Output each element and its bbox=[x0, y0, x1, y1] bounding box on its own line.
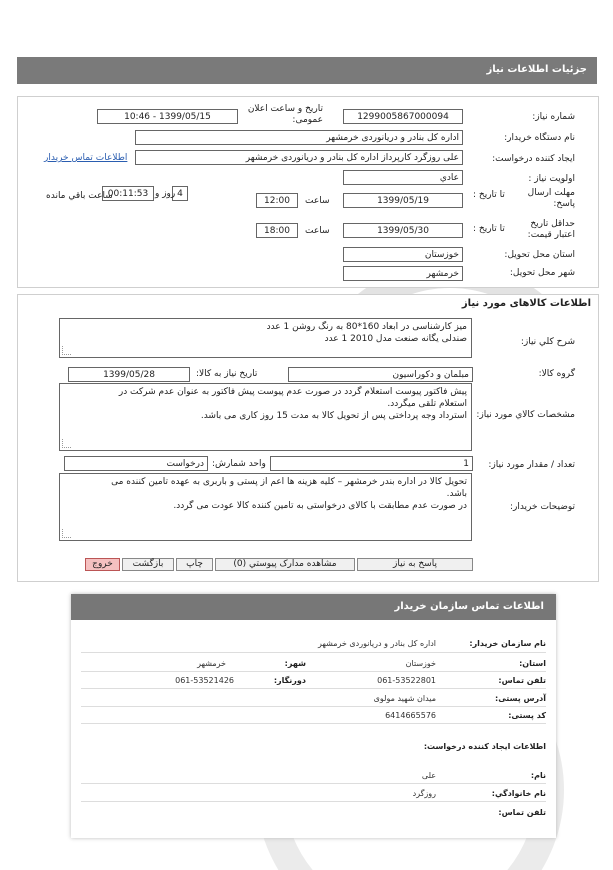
buyer-desc-line-3: در صورت عدم مطابقت با کالای درخواستی به تامین کننده کالا عودت می گردد. bbox=[173, 501, 467, 511]
contact-province-label: استان: bbox=[519, 659, 546, 668]
days-label: روز و bbox=[155, 189, 176, 199]
spec-textarea bbox=[59, 383, 472, 451]
deadline-date-field: 1399/05/19 bbox=[343, 193, 463, 208]
contact-phone-label: تلفن تماس: bbox=[498, 676, 546, 685]
contact-card-header bbox=[71, 594, 556, 620]
spec-label: مشخصات کالاي مورد نیاز: bbox=[476, 410, 575, 420]
contact-fax-label: دورنگار: bbox=[273, 676, 306, 685]
buyer-contact-link[interactable]: اطلاعات تماس خریدار bbox=[44, 153, 128, 163]
buyer-desc-label: توضیحات خریدار: bbox=[509, 502, 575, 512]
back-button[interactable]: بازگشت bbox=[122, 558, 174, 571]
respond-button[interactable]: پاسخ به نیاز bbox=[357, 558, 473, 571]
buyer-org-label: نام دستگاه خریدار: bbox=[504, 133, 575, 143]
deadline-time-field: 12:00 bbox=[256, 193, 298, 208]
province-field: خوزستان bbox=[343, 247, 463, 262]
page-title: جزئیات اطلاعات نیاز bbox=[486, 64, 587, 75]
buyer-desc-textarea bbox=[59, 473, 472, 541]
contact-org-label: نام سازمان خریدار: bbox=[469, 639, 546, 648]
creator-family-value: روزگرد bbox=[412, 789, 436, 798]
divider bbox=[81, 783, 546, 784]
contact-address-label: آدرس پستی: bbox=[495, 694, 546, 703]
deadline-time-label: ساعت bbox=[305, 196, 330, 206]
spec-line-1: پیش فاکتور پیوست استعلام گردد در صورت عدم پیوست پیش فاکتور به عنوان عدم شرکت در bbox=[118, 387, 467, 397]
goods-section-title: اطلاعات کالاهای مورد نیاز bbox=[461, 298, 591, 309]
buyer-contact-card bbox=[71, 594, 556, 838]
contact-fax-value: 061-53521426 bbox=[175, 676, 234, 685]
deadline-to-date-label: تا تاریخ : bbox=[473, 190, 505, 200]
validity-time-label: ساعت bbox=[305, 226, 330, 236]
contact-city-value: خرمشهر bbox=[197, 659, 226, 668]
unit-field: درخواست bbox=[64, 456, 208, 471]
city-field: خرمشهر bbox=[343, 266, 463, 281]
spec-line-3: استرداد وجه پرداختی پس از تحویل کالا به مدت 15 روز کاری می باشد. bbox=[200, 411, 467, 421]
unit-label: واحد شمارش: bbox=[212, 459, 266, 469]
divider bbox=[81, 671, 546, 672]
buyer-org-field: اداره کل بنادر و دریانوردی خرمشهر bbox=[135, 130, 463, 145]
desc-label: شرح کلي نیاز: bbox=[520, 337, 575, 347]
province-label: استان محل تحویل: bbox=[504, 250, 575, 260]
buyer-desc-line-2: باشد. bbox=[446, 489, 467, 499]
page-header bbox=[17, 57, 597, 84]
priority-field: عادي bbox=[343, 170, 463, 185]
announce-datetime-field: 1399/05/15 - 10:46 bbox=[97, 109, 238, 124]
divider bbox=[81, 723, 546, 724]
view-attachments-button[interactable]: مشاهده مدارک پیوستي (0) bbox=[215, 558, 355, 571]
need-date-field: 1399/05/28 bbox=[68, 367, 190, 382]
need-number-field: 1299005867000094 bbox=[343, 109, 463, 124]
resize-handle[interactable] bbox=[62, 439, 71, 448]
divider bbox=[81, 801, 546, 802]
resize-handle[interactable] bbox=[62, 529, 71, 538]
creator-info-title: اطلاعات ایجاد کننده درخواست: bbox=[423, 742, 546, 751]
min-validity-label: حداقل تاریخ اعتبار قیمت: bbox=[527, 219, 575, 240]
city-label: شهر محل تحویل: bbox=[509, 268, 575, 278]
exit-button[interactable]: خروج bbox=[85, 558, 120, 571]
desc-textarea bbox=[59, 318, 472, 358]
validity-time-field: 18:00 bbox=[256, 223, 298, 238]
creator-name-value: علی bbox=[421, 771, 436, 780]
divider bbox=[81, 652, 546, 653]
desc-line-2: صندلی یگانه صنعت مدل 2010 1 عدد bbox=[324, 334, 467, 344]
remaining-days-field: 4 bbox=[172, 186, 188, 201]
contact-card-title: اطلاعات تماس سازمان خریدار bbox=[394, 601, 544, 612]
announce-label: تاریخ و ساعت اعلان عمومی: bbox=[247, 104, 323, 125]
creator-family-label: نام خانوادگي: bbox=[491, 789, 546, 798]
validity-date-field: 1399/05/30 bbox=[343, 223, 463, 238]
need-number-label: شماره نیاز: bbox=[532, 112, 575, 122]
contact-postal-value: 6414665576 bbox=[385, 711, 436, 720]
deadline-label: مهلت ارسال پاسخ: bbox=[527, 188, 575, 209]
priority-label: اولویت نیاز : bbox=[528, 174, 575, 184]
divider bbox=[81, 688, 546, 689]
spec-line-2: استعلام تلقی میگردد. bbox=[387, 399, 467, 409]
creator-name-label: نام: bbox=[530, 771, 546, 780]
remaining-time-field: 00:11:53 bbox=[102, 186, 154, 201]
desc-line-1: میز کارشناسی در ابعاد 160*80 به رنگ روشن 1 عدد bbox=[266, 322, 467, 332]
print-button[interactable]: چاپ bbox=[176, 558, 213, 571]
remaining-label: ساعت باقي مانده bbox=[46, 191, 113, 201]
creator-field: علی روزگرد کارپرداز اداره کل بنادر و دریانوردی خرمشهر bbox=[135, 150, 463, 165]
creator-label: ایجاد کننده درخواست: bbox=[492, 154, 575, 164]
group-label: گروه کالا: bbox=[538, 369, 575, 379]
qty-label: تعداد / مقدار مورد نیاز: bbox=[488, 460, 575, 470]
contact-postal-label: کد پستی: bbox=[508, 711, 546, 720]
divider bbox=[81, 706, 546, 707]
contact-org-value: اداره کل بنادر و دریانوردی خرمشهر bbox=[317, 639, 436, 648]
qty-field: 1 bbox=[270, 456, 473, 471]
group-field: مبلمان و دکوراسیون bbox=[288, 367, 473, 382]
validity-to-date-label: تا تاریخ : bbox=[473, 224, 505, 234]
contact-city-label: شهر: bbox=[284, 659, 306, 668]
need-date-label: تاریخ نیاز به کالا: bbox=[196, 369, 258, 379]
contact-phone-value: 061-53522801 bbox=[377, 676, 436, 685]
buyer-desc-line-1: تحویل کالا در اداره بندر خرمشهر – کلیه هزینه ها اعم از پستی و باربری به عهده تامین کننده می bbox=[111, 477, 467, 487]
contact-address-value: میدان شهید مولوی bbox=[373, 694, 436, 703]
resize-handle[interactable] bbox=[62, 346, 71, 355]
creator-phone-label: تلفن تماس: bbox=[498, 808, 546, 817]
contact-province-value: خوزستان bbox=[405, 659, 436, 668]
